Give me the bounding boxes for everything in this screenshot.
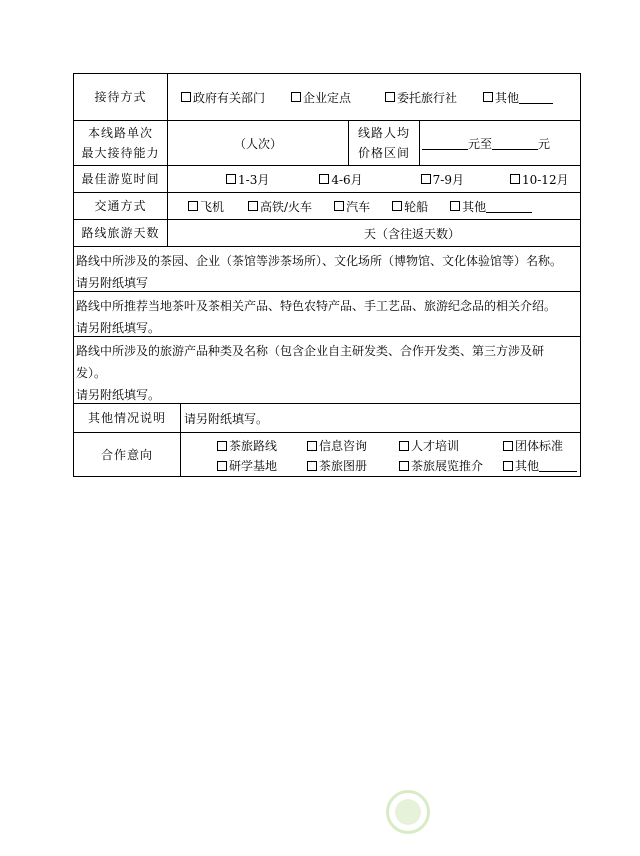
checkbox-icon — [248, 201, 258, 211]
price-to-blank[interactable] — [492, 137, 538, 150]
reception-option-enterprise[interactable]: 企业定点 — [291, 89, 351, 106]
coop-standard[interactable]: 团体标准 — [503, 437, 583, 454]
checkbox-icon — [307, 461, 317, 471]
capacity-value[interactable]: （人次） — [233, 136, 282, 151]
reception-option-agency[interactable]: 委托旅行社 — [385, 89, 457, 106]
other-info-value[interactable]: 请另附纸填写。 — [184, 411, 269, 426]
checkbox-icon — [503, 441, 513, 451]
capacity-row — [73, 120, 581, 165]
checkbox-icon — [392, 201, 402, 211]
best-time-options — [226, 166, 569, 192]
checkbox-icon — [217, 461, 227, 471]
other-blank[interactable] — [486, 200, 532, 213]
checkbox-icon — [226, 174, 236, 184]
tourism-products-text-2: 发）。 — [76, 366, 107, 380]
tourism-products-row — [73, 336, 581, 403]
checkbox-icon — [307, 441, 317, 451]
other-blank[interactable] — [519, 91, 553, 104]
tourism-products-note[interactable]: 请另附纸填写。 — [76, 388, 161, 402]
coop-other[interactable]: 其他 — [503, 457, 583, 474]
checkbox-icon — [483, 92, 493, 102]
other-info-row — [73, 403, 581, 432]
capacity-label: 本线路单次 最大接待能力 — [74, 121, 168, 165]
checkbox-icon — [399, 461, 409, 471]
cooperation-label: 合作意向 — [74, 433, 181, 476]
days-value[interactable]: 天（含往返天数） — [364, 226, 461, 241]
transport-ship[interactable]: 轮船 — [392, 198, 428, 215]
products-row — [73, 291, 581, 336]
price-from-blank[interactable] — [422, 137, 468, 150]
price-range: 元至 元 — [422, 121, 550, 165]
products-note[interactable]: 请另附纸填写。 — [76, 321, 161, 335]
tea-sites-text: 路线中所涉及的茶园、企业（茶馆等涉茶场所）、文化场所（博物馆、文化体验馆等）名称。 — [76, 254, 563, 268]
transport-train[interactable]: 高铁/火车 — [248, 198, 312, 215]
transport-row — [73, 192, 581, 219]
transport-car[interactable]: 汽车 — [334, 198, 370, 215]
price-label: 线路人均 价格区间 — [348, 121, 420, 165]
days-label: 路线旅游天数 — [74, 220, 168, 246]
days-row — [73, 219, 581, 246]
checkbox-icon — [385, 92, 395, 102]
reception-option-other[interactable]: 其他 — [483, 89, 553, 106]
checkbox-icon — [399, 441, 409, 451]
coop-album[interactable]: 茶旅图册 — [307, 457, 397, 474]
other-blank[interactable] — [539, 459, 577, 472]
reception-option-gov[interactable]: 政府有关部门 — [181, 89, 265, 106]
checkbox-icon — [319, 174, 329, 184]
checkbox-icon — [291, 92, 301, 102]
best-time-q3[interactable]: 7-9月 — [421, 171, 464, 188]
best-time-q1[interactable]: 1-3月 — [226, 171, 269, 188]
coop-info[interactable]: 信息咨询 — [307, 437, 397, 454]
checkbox-icon — [188, 201, 198, 211]
transport-label: 交通方式 — [74, 193, 168, 219]
leaf-icon — [395, 799, 421, 825]
coop-study-base[interactable]: 研学基地 — [217, 457, 307, 474]
other-info-label: 其他情况说明 — [74, 404, 181, 432]
coop-training[interactable]: 人才培训 — [399, 437, 499, 454]
reception-options — [181, 74, 553, 120]
tea-sites-row — [73, 246, 581, 291]
registration-form — [73, 73, 581, 477]
reception-label: 接待方式 — [74, 74, 168, 120]
checkbox-icon — [503, 461, 513, 471]
reception-row — [73, 73, 581, 120]
transport-options — [188, 193, 532, 219]
checkbox-icon — [217, 441, 227, 451]
coop-exhibition[interactable]: 茶旅展览推介 — [399, 457, 499, 474]
coop-route[interactable]: 茶旅路线 — [217, 437, 307, 454]
best-time-q4[interactable]: 10-12月 — [510, 171, 569, 188]
transport-plane[interactable]: 飞机 — [188, 198, 224, 215]
watermark-seal-icon — [386, 790, 430, 834]
checkbox-icon — [334, 201, 344, 211]
best-time-label: 最佳游览时间 — [74, 166, 168, 192]
checkbox-icon — [181, 92, 191, 102]
checkbox-icon — [450, 201, 460, 211]
tourism-products-text-1: 路线中所涉及的旅游产品种类及名称（包含企业自主研发类、合作开发类、第三方涉及研 — [76, 344, 545, 358]
products-text: 路线中所推荐当地茶叶及茶相关产品、特色农特产品、手工艺品、旅游纪念品的相关介绍。 — [76, 299, 557, 313]
checkbox-icon — [510, 174, 520, 184]
cooperation-row — [73, 432, 581, 477]
checkbox-icon — [421, 174, 431, 184]
best-time-q2[interactable]: 4-6月 — [319, 171, 362, 188]
best-time-row — [73, 165, 581, 192]
transport-other[interactable]: 其他 — [450, 198, 532, 215]
tea-sites-note[interactable]: 请另附纸填写 — [76, 276, 149, 290]
